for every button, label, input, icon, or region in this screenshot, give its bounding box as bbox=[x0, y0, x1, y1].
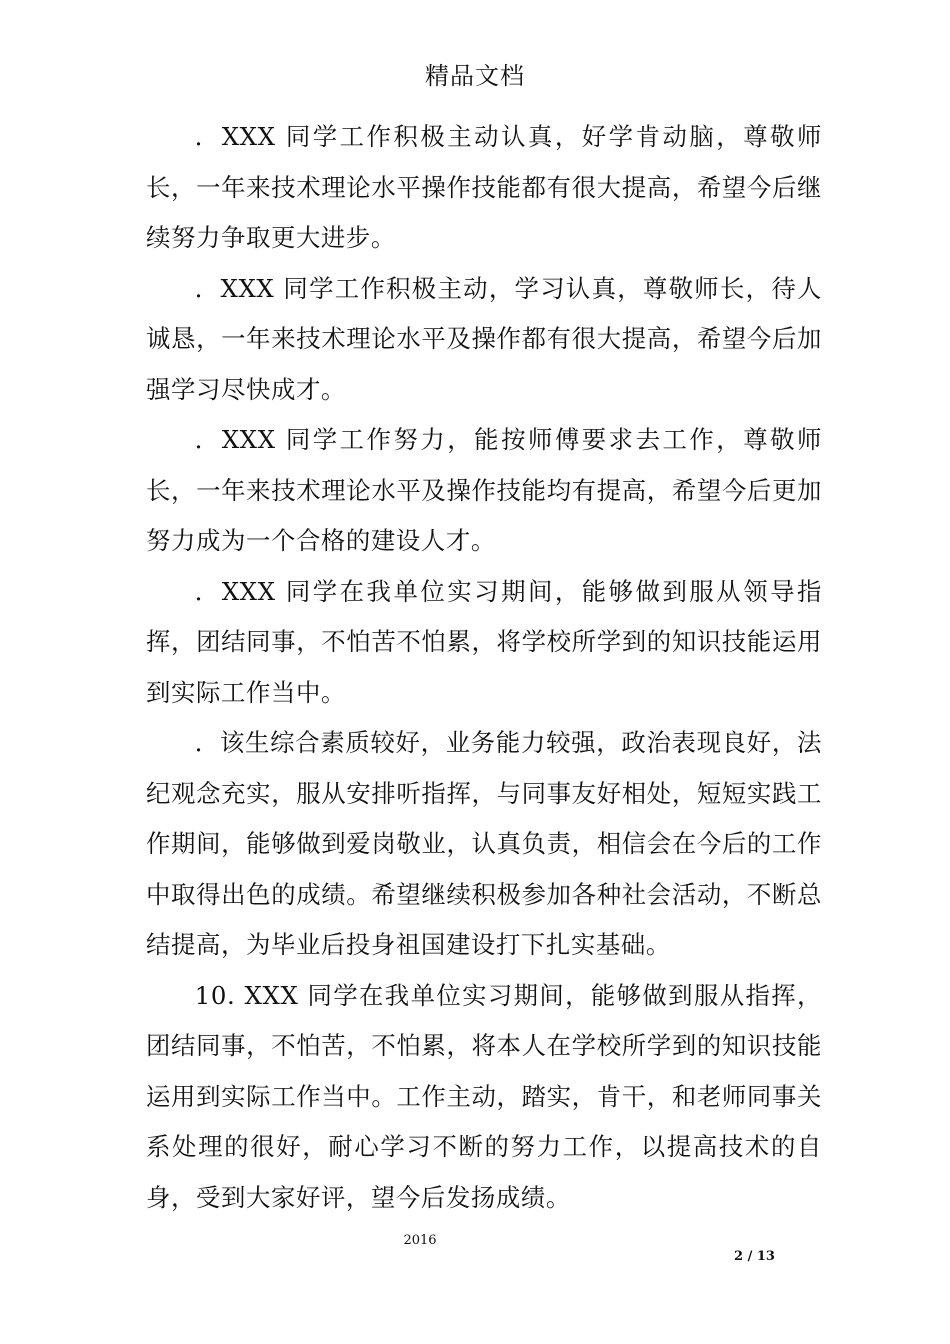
page-header-title: 精品文档 bbox=[425, 62, 525, 90]
paragraph-1: ．XXX 同学工作积极主动认真，好学肯动脑，尊敬师长，一年来技术理论水平操作技能都有很大提高，希望今后继续努力争取更大进步。 bbox=[146, 122, 822, 252]
page-number: 2 / 13 bbox=[734, 1249, 775, 1264]
paragraph-5: ．该生综合素质较好，业务能力较强，政治表现良好，法纪观念充实，服从安排听指挥，与同事友好相处，短短实践工作期间，能够做到爱岗敬业，认真负责，相信会在今后的工作中取得出色的成绩。希望继续积极参加各种社会活动，不断总结提高，为毕业后投身祖国建设打下扎实基础。 bbox=[146, 728, 822, 959]
document-body bbox=[146, 112, 822, 1223]
paragraph-2: ．XXX 同学工作积极主动，学习认真，尊敬师长，待人诚恳，一年来技术理论水平及操作都有很大提高，希望今后加强学习尽快成才。 bbox=[146, 273, 822, 404]
paragraph-4: ．XXX 同学在我单位实习期间，能够做到服从领导指挥，团结同事，不怕苦不怕累，将学校所学到的知识技能运用到实际工作当中。 bbox=[146, 576, 822, 707]
footer-year: 2016 bbox=[403, 1233, 437, 1248]
paragraph-6: 10. XXX 同学在我单位实习期间，能够做到服从指挥，团结同事，不怕苦，不怕累，将本人在学校所学到的知识技能运用到实际工作当中。工作主动，踏实，肯干，和老师同事关系处理的很好，耐心学习不断的努力工作，以提高技术的自身，受到大家好评，望今后发扬成绩。 bbox=[146, 980, 822, 1212]
paragraph-3: ．XXX 同学工作努力，能按师傅要求去工作，尊敬师长，一年来技术理论水平及操作技能均有提高，希望今后更加努力成为一个合格的建设人才。 bbox=[146, 425, 822, 555]
